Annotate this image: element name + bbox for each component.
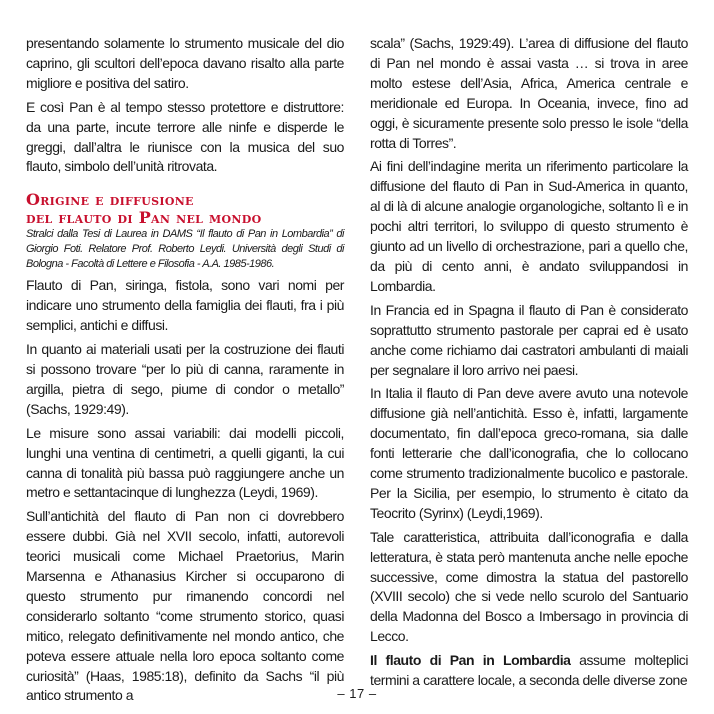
- section-heading-line: del flauto di Pan nel mondo: [26, 208, 262, 228]
- paragraph: E così Pan è al tempo stesso protettore e distruttore: da una parte, incute terrore alle ninfe e disperde le greggi, dall’altra le riunisce con la musica del suo flauto, simbolo dell’unità ritrovata.: [26, 98, 344, 175]
- paragraph: scala” (Sachs, 1929:49). L’area di diffusione del flauto di Pan nel mondo è assai vasta … si trova in aree molto estese dell’Asia, Africa, America centrale e meridionale ed Europa. In Oceania, invece, fino ad oggi, è sicuramente presente solo presso le isole “della rotta di Torres”.: [370, 35, 688, 151]
- page-number: – 17 –: [337, 686, 377, 701]
- source-credit: Stralci dalla Tesi di Laurea in DAMS “Il flauto di Pan in Lombardia” di Giorgio Foti. Relatore Prof. Roberto Leydi. Università degli Studi di Bologna - Facoltà di Lettere e Filosofia - A.A. 1985-1986.: [26, 228, 344, 271]
- paragraph: Sull’antichità del flauto di Pan non ci dovrebbero essere dubbi. Già nel XVII secolo, infatti, autorevoli teorici musicali come Michael Praetorius, Marin Marsenna e Athanasius Kircher si occuparono di questo strumento pur rimanendo concordi nel considerarlo soltanto “come strumento storico, quasi mitico, relegato definitivamente nel mondo antico, che poteva essere attuale nella loro epoca soltanto come curiosità” (Haas, 1985:18), definito da Sachs “il più antico strumento a: [26, 508, 344, 704]
- section-heading-line: Origine e diffusione: [26, 190, 194, 210]
- bold-lead-in: Il flauto di Pan in Lombardia: [370, 652, 571, 669]
- paragraph: Le misure sono assai variabili: dai modelli piccoli, lunghi una ventina di centimetri, a quelli giganti, la cui canna di tonalità più bassa può raggiungere anche un metro e settantacinque di lunghezza (Leydi, 1969).: [26, 424, 344, 501]
- section-heading: [26, 191, 344, 227]
- left-column: [26, 34, 344, 710]
- paragraph: In Italia il flauto di Pan deve avere avuto una notevole diffusione già nell’antichità. Esso è, infatti, largamente documentato, fin dall’epoca greco-romana, sia dalle fonti letterarie che dall’iconografia, che lo collocano come strumento tradizionalmente bucolico e pastorale. Per la Sicilia, per esempio, lo strumento è citato da Teocrito (Syrinx) (Leydi,1969).: [370, 385, 688, 521]
- paragraph: Ai fini dell’indagine merita un riferimento particolare la diffusione del flauto di Pan in Sud-America in quanto, al di là di alcune analogie organologiche, soltanto lì e in pochi altri territori, lo sviluppo di questo strumento è giunto ad un livello di orchestrazione, pari a quello che, da più di cento anni, è andato sviluppandosi in Lombardia.: [370, 158, 688, 294]
- paragraph: Tale caratteristica, attribuita dall’iconografia e dalla letteratura, è stata però mantenuta anche nelle epoche successive, come dimostra la statua del pastorello (XVIII secolo) che si vede nello scurolo del Santuario della Madonna del Bosco a Imbersago in provincia di Lecco.: [370, 528, 688, 645]
- paragraph-text: assume molteplici termini a carattere locale, a seconda delle diverse zone: [370, 652, 688, 689]
- paragraph: presentando solamente lo strumento musicale del dio caprino, gli scultori dell’epoca davano risalto alla parte migliore e positiva del satiro.: [26, 35, 344, 91]
- right-column: [370, 34, 688, 695]
- paragraph: In Francia ed in Spagna il flauto di Pan è considerato soprattutto strumento pastorale per caprai ed è usato anche come richiamo dai castratori ambulanti di maiali per segnalare il loro arrivo nei paesi.: [370, 301, 688, 378]
- paragraph: Flauto di Pan, siringa, fistola, sono vari nomi per indicare uno strumento della famiglia dei flauti, fra i più semplici, antichi e diffusi.: [26, 277, 344, 334]
- paragraph: In quanto ai materiali usati per la costruzione dei flauti si possono trovare “per lo più di canna, raramente in argilla, pietra di sego, piume di condor o metallo” (Sachs, 1929:49).: [26, 341, 344, 417]
